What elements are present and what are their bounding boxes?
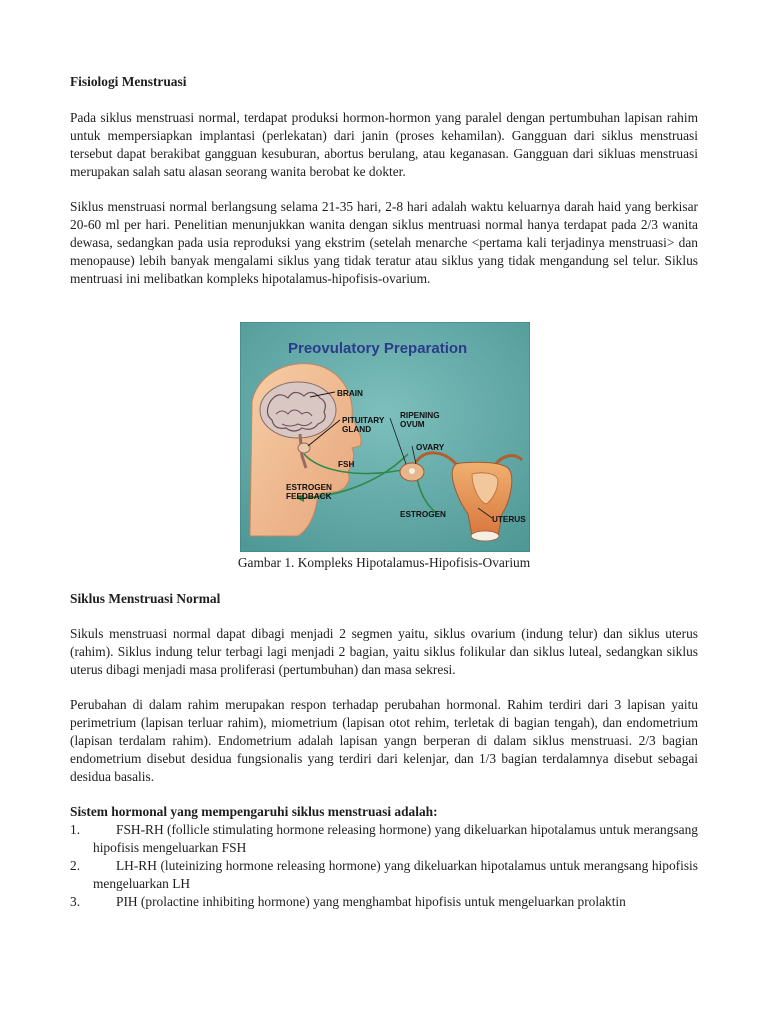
- label-estrogen: ESTROGEN: [400, 510, 446, 519]
- list-item-text: PIH (prolactine inhibiting hormone) yang menghambat hipofisis untuk mengeluarkan prolaktin: [116, 894, 626, 909]
- list-item-text: FSH-RH (follicle stimulating hormone releasing hormone) yang dikeluarkan hipotalamus untuk merangsang hipofisis mengeluarkan FSH: [93, 822, 698, 855]
- paragraph-intro: Pada siklus menstruasi normal, terdapat produksi hormon-hormon yang paralel dengan pertumbuhan lapisan rahim untuk mempersiapkan implantasi (perlekatan) dari janin (proses kehamilan). Gangguan dari siklus menstruasi tersebut dapat berakibat gangguan kesuburan, abortus berulang, atau keganasan. Gangguan dari sikluas menstruasi merupakan salah satu alasan seorang wanita berobat ke dokter.: [70, 110, 698, 179]
- figure-preovulatory: [240, 322, 530, 552]
- list-item-number: 3.: [70, 894, 81, 909]
- label-fsh: FSH: [338, 460, 355, 469]
- list-item: [70, 893, 698, 911]
- label-brain: BRAIN: [337, 389, 363, 398]
- list-item-number: 1.: [70, 822, 81, 837]
- label-estrogen-feedback-2: FEEDBACK: [286, 492, 332, 501]
- label-estrogen-feedback-1: ESTROGEN: [286, 483, 332, 492]
- label-ripening-2: OVUM: [400, 420, 425, 429]
- section-heading-fisiologi: Fisiologi Menstruasi: [70, 74, 187, 89]
- label-ripening-1: RIPENING: [400, 411, 440, 420]
- label-uterus: UTERUS: [492, 515, 526, 524]
- figure-caption: Gambar 1. Kompleks Hipotalamus-Hipofisis-Ovarium: [237, 555, 531, 570]
- list-item: [70, 821, 698, 857]
- list-item: [70, 857, 698, 893]
- section-heading-hormonal: Sistem hormonal yang mempengaruhi siklus menstruasi adalah:: [70, 804, 438, 819]
- label-ovary: OVARY: [416, 443, 445, 452]
- paragraph-cycle-segments: Sikuls menstruasi normal dapat dibagi menjadi 2 segmen yaitu, siklus ovarium (indung telur) dan siklus uterus (rahim). Siklus indung telur terbagi lagi menjadi 2 bagian, yaitu siklus folikular dan siklus luteal, sedangkan siklus uterus dibagi menjadi masa proliferasi (pertumbuhan) dan masa sekresi.: [70, 626, 698, 677]
- label-pituitary-2: GLAND: [342, 425, 372, 434]
- hormone-list: [70, 821, 698, 911]
- paragraph-uterus-layers: Perubahan di dalam rahim merupakan respon terhadap perubahan hormonal. Rahim terdiri dari 3 lapisan yaitu perimetrium (lapisan terluar rahim), miometrium (lapisan otot rehim, terletak di bagian tengah), dan endometrium (lapisan terdalam rahim). Endometrium adalah lapisan yangn berperan di dalam siklus menstruasi. 2/3 bagian endometrium disebut desidua fungsionalis yang terdiri dari kelenjar, dan 1/3 bagian terdalamnya disebut sebagai desidua basalis.: [70, 697, 698, 784]
- preovulatory-diagram: [240, 322, 530, 552]
- paragraph-cycle-length: Siklus menstruasi normal berlangsung selama 21-35 hari, 2-8 hari adalah waktu keluarnya darah haid yang berkisar 20-60 ml per hari. Penelitian menunjukkan wanita dengan siklus mentruasi normal hanya terdapat pada 2/3 wanita dewasa, sedangkan pada usia reproduksi yang ekstrim (setelah menarche <pertama kali terjadinya menstruasi> dan menopause) lebih banyak mengalami siklus yang tidak teratur atau siklus yang tidak mengandung sel telur. Siklus mentruasi ini melibatkan kompleks hipotalamus-hipofisis-ovarium.: [70, 199, 698, 286]
- label-pituitary-1: PITUITARY: [342, 416, 385, 425]
- pituitary-gland-shape: [298, 443, 310, 453]
- section-heading-siklus: Siklus Menstruasi Normal: [70, 591, 221, 606]
- figure-title: Preovulatory Preparation: [288, 340, 468, 357]
- list-item-number: 2.: [70, 858, 81, 873]
- list-item-text: LH-RH (luteinizing hormone releasing hormone) yang dikeluarkan hipotalamus untuk merangsang hipofisis mengeluarkan LH: [93, 858, 698, 891]
